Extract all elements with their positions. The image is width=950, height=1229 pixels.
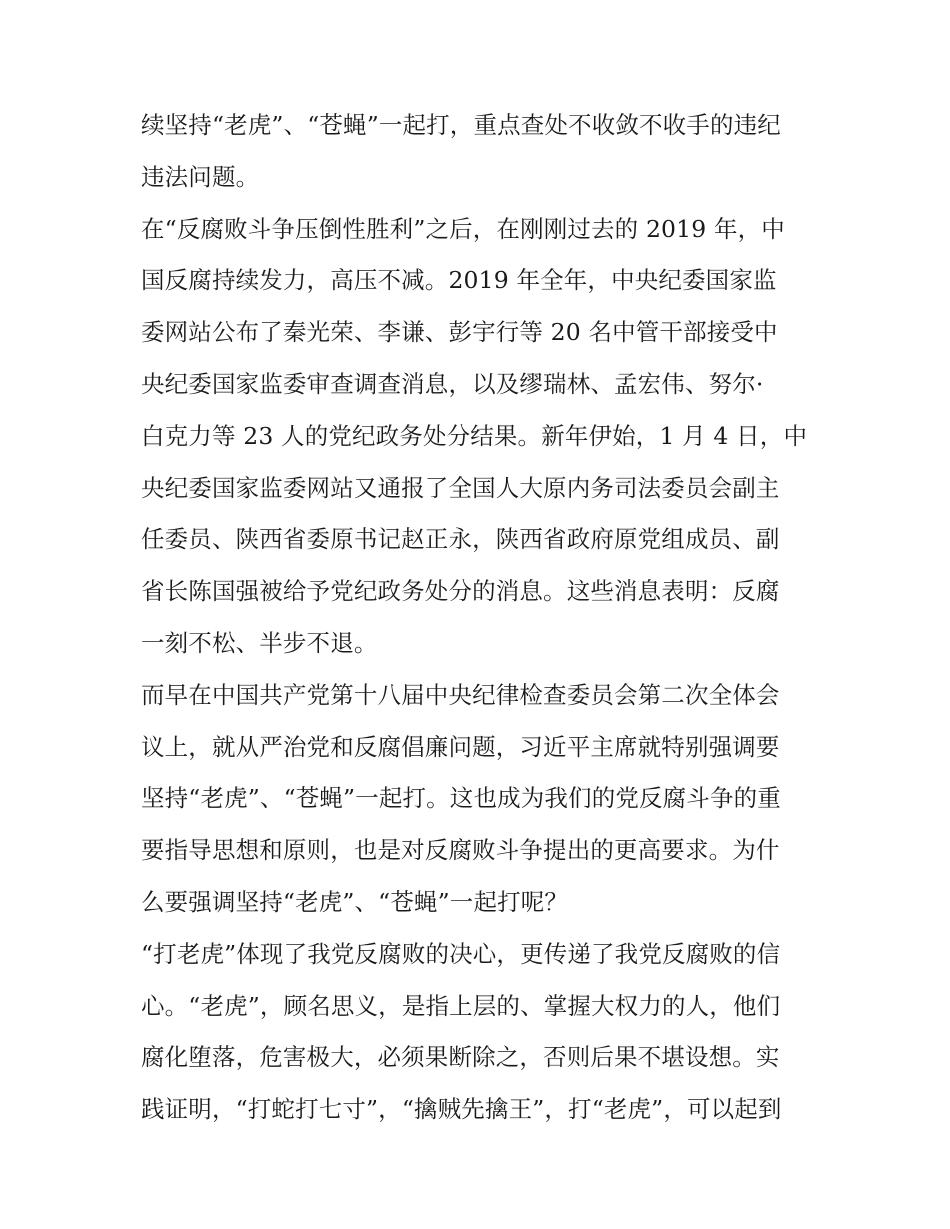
text-line: 委网站公布了秦光荣、李谦、彭宇行等 20 名中管干部接受中	[141, 318, 778, 347]
text-line: 践证明，“打蛇打七寸”，“擒贼先擒王”，打“老虎”，可以起到	[141, 1095, 782, 1124]
paragraph-3	[141, 670, 821, 929]
text-line: 要指导思想和原则，也是对反腐败斗争提出的更高要求。为什	[141, 836, 780, 865]
text-line: “打老虎”体现了我党反腐败的决心，更传递了我党反腐败的信	[141, 939, 781, 968]
text-line: 在“反腐败斗争压倒性胜利”之后，在刚刚过去的 2019 年，中	[141, 214, 785, 243]
text-line: 央纪委国家监委网站又通报了全国人大原内务司法委员会副主	[141, 473, 780, 502]
paragraph-1	[141, 100, 821, 204]
text-line: 坚持“老虎”、“苍蝇”一起打。这也成为我们的党反腐斗争的重	[141, 784, 781, 813]
text-line: 续坚持“老虎”、“苍蝇”一起打，重点查处不收敛不收手的违纪	[141, 111, 781, 139]
text-line: 腐化堕落，危害极大，必须果断除之，否则后果不堪设想。实	[141, 1043, 780, 1072]
text-line: 么要强调坚持“老虎”、“苍蝇”一起打呢？	[141, 887, 569, 916]
text-line: 省长陈国强被给予党纪政务处分的消息。这些消息表明：反腐	[141, 577, 780, 606]
text-line: 议上，就从严治党和反腐倡廉问题，习近平主席就特别强调要	[141, 732, 780, 761]
text-line: 任委员、陕西省委原书记赵正永，陕西省政府原党组成员、副	[141, 525, 780, 554]
text-line: 国反腐持续发力，高压不减。2019 年全年，中央纪委国家监	[141, 266, 777, 295]
text-line: 心。“老虎”，顾名思义，是指上层的、掌握大权力的人，他们	[141, 991, 781, 1020]
text-line: 而早在中国共产党第十八届中央纪律检查委员会第二次全体会	[141, 680, 780, 709]
paragraph-4	[141, 929, 821, 1136]
text-line: 违法问题。	[141, 162, 260, 191]
text-line: 央纪委国家监委审查调查消息，以及缪瑞林、孟宏伟、努尔·	[141, 369, 764, 398]
paragraph-2	[141, 204, 821, 670]
body-text	[141, 100, 821, 1136]
text-line: 白克力等 23 人的党纪政务处分结果。新年伊始，1 月 4 日，中	[141, 421, 808, 450]
text-line: 一刻不松、半步不退。	[141, 628, 378, 657]
